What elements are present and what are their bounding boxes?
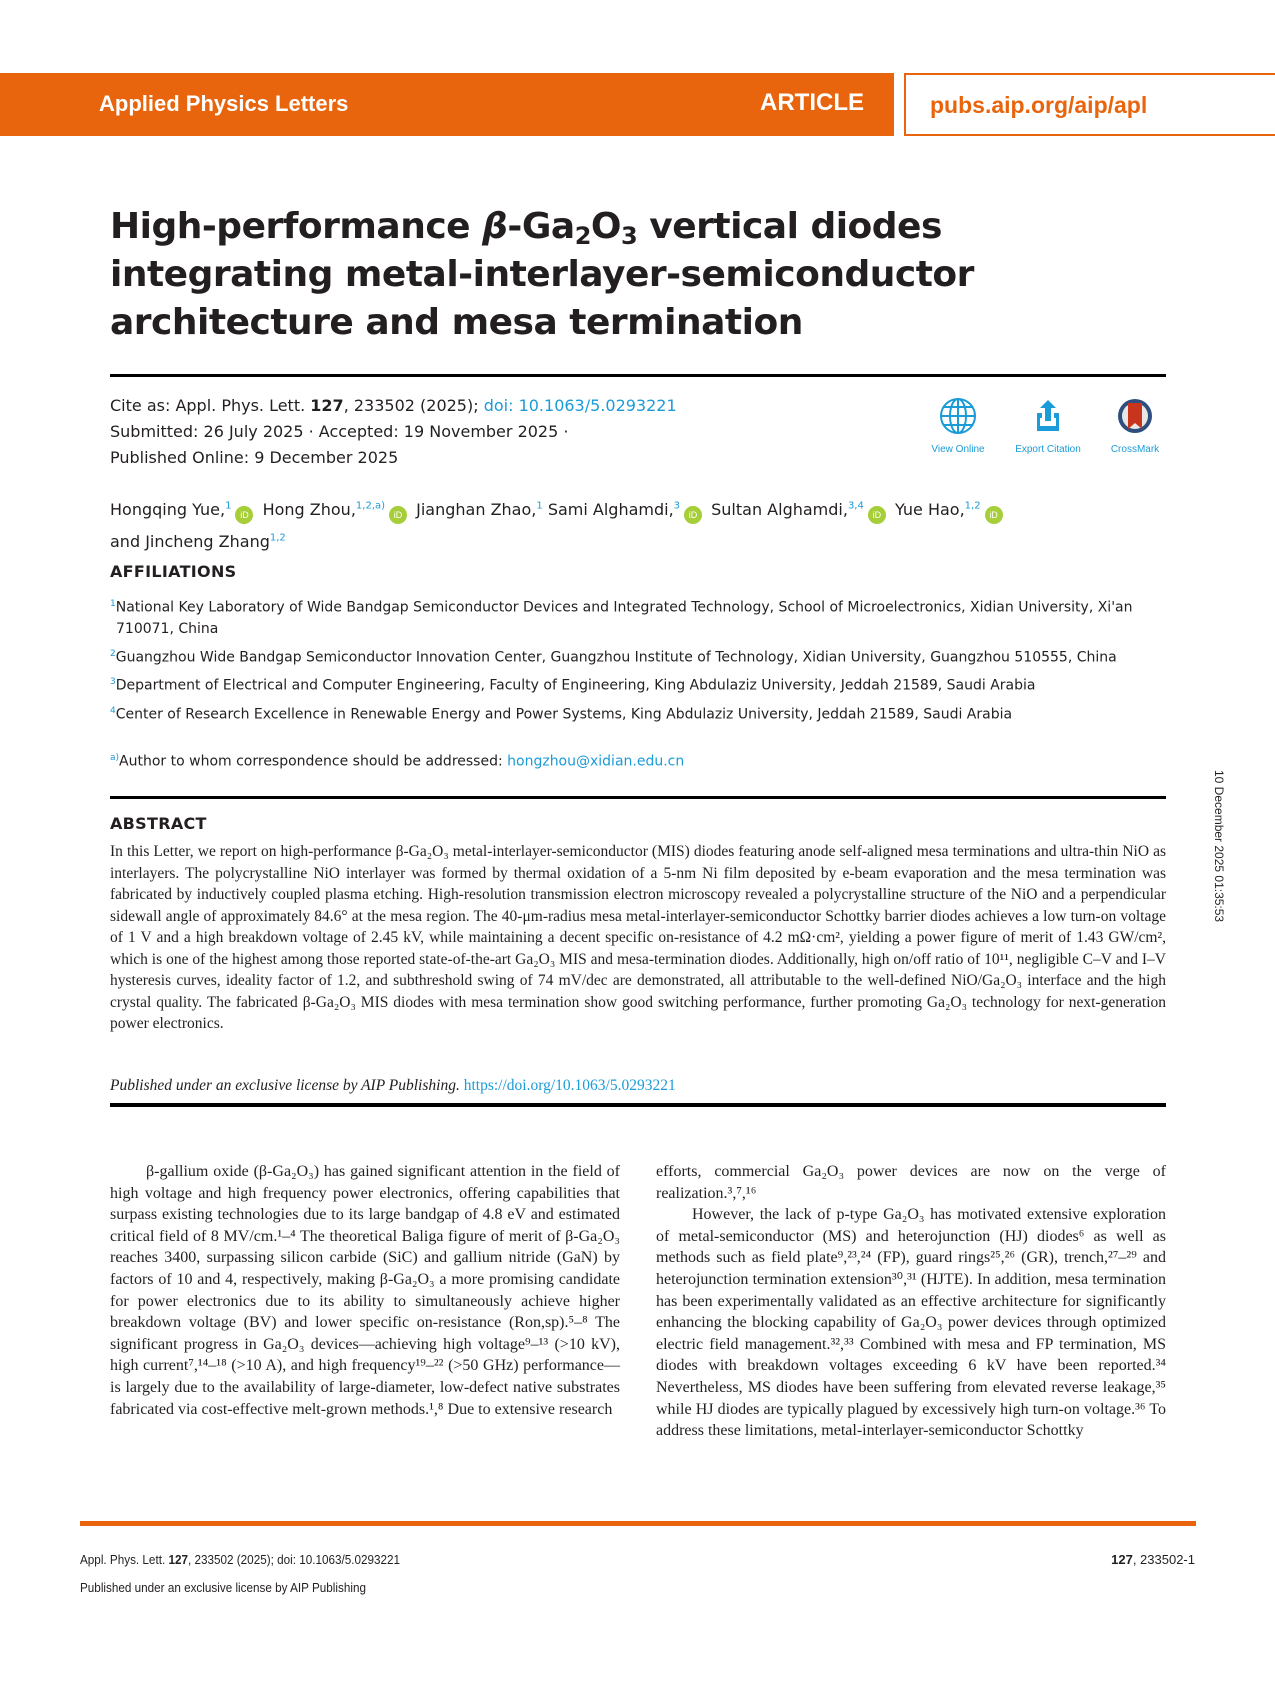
body-column-left [110,1161,620,1420]
author[interactable]: Sultan Alghamdi,$^{3,4}$ [711,500,864,520]
author[interactable]: Jianghan Zhao,$^1$ [416,500,543,520]
affiliations-heading: AFFILIATIONS [110,562,237,581]
divider [110,796,1166,799]
citation-block: Cite as: Appl. Phys. Lett. 127, 233502 (2025); doi: 10.1063/5.0293221 Submitted: 26 July 2025 · Accepted: 19 November 2025 · Published Online: 9 December 2025 [110,393,677,471]
doi-link[interactable]: doi: 10.1063/5.0293221 [483,396,677,415]
affiliation-item: $^2$Guangzhou Wide Bandgap Semiconductor Innovation Center, Guangzhou Institute of Technology, Xidian University, Guangzhou 510555, China [110,648,1117,666]
footer-rule [80,1521,1196,1526]
body-paragraph: efforts, commercial Ga₂O₃ power devices are now on the verge of realization.³,⁷,¹⁶ [656,1163,1166,1202]
body-column-right [656,1161,1166,1442]
orcid-icon[interactable]: iD [684,506,702,524]
divider [110,1103,1166,1107]
author[interactable]: Hongqing Yue,$^1$ [110,500,232,520]
export-icon [1029,397,1067,435]
footer-license: Published under an exclusive license by AIP Publishing [80,1580,366,1595]
abstract-heading: ABSTRACT [110,814,207,833]
divider [110,374,1166,377]
affiliations-list [110,594,1190,730]
page-number: 127, 233502-1 [1111,1552,1195,1567]
footer-citation: Appl. Phys. Lett. 127, 233502 (2025); doi: 10.1063/5.0293221 [80,1552,401,1567]
submission-dates: Submitted: 26 July 2025 · Accepted: 19 November 2025 · [110,422,569,441]
author[interactable]: Hong Zhou,$^{1,2,a)}$ [262,500,386,520]
body-paragraph: However, the lack of p-type Ga₂O₃ has motivated extensive exploration of metal-semiconductor (MS) and heterojunction (HJ) diodes⁶ as well as methods such as field plate⁹,²³,²⁴ (FP), guard rings²⁵,²⁶ (GR), trench,²⁷–²⁹ and heterojunction termination extension³⁰,³¹ (HJTE). In addition, mesa termination has been experimentally validated as an effective architecture for significantly enhancing the blocking capability of Ga₂O₃ power devices through optimized electric field management.³²,³³ Combined with mesa and FP termination, MS diodes with breakdown voltages exceeding 6 kV have been reported.³⁴ Nevertheless, MS diodes have been suffering from elevated reverse leakage,³⁵ while HJ diodes are typically plagued by excessively high turn-on voltage.³⁶ To address these limitations, metal-interlayer-semiconductor Schottky [656,1206,1166,1440]
journal-url-box[interactable] [904,73,1275,136]
crossmark-icon [1116,397,1154,435]
doi-url-link[interactable]: https://doi.org/10.1063/5.0293221 [463,1077,676,1094]
journal-url-link[interactable]: pubs.aip.org/aip/apl [930,92,1148,118]
license-line: Published under an exclusive license by AIP Publishing. https://doi.org/10.1063/5.0293221 [110,1077,676,1094]
crossmark-button[interactable]: CrossMark [1085,397,1185,455]
journal-header-bar [0,73,894,136]
view-online-button[interactable]: View Online [908,397,1008,455]
orcid-icon[interactable]: iD [868,506,886,524]
body-paragraph: β-gallium oxide (β-Ga₂O₃) has gained significant attention in the field of high voltage and high frequency power electronics, offering capabilities that surpass existing technologies due to its large bandgap of 4.8 eV and estimated critical field of 8 MV/cm.¹–⁴ The theoretical Baliga figure of merit of β-Ga₂O₃ reaches 3400, surpassing silicon carbide (SiC) and gallium nitride (GaN) by factors of 10 and 4, respectively, making β-Ga₂O₃ a more promising candidate for power electronics due to its ability to simultaneously achieve higher breakdown voltage (BV) and lower specific on-resistance (Ron,sp).⁵–⁸ The significant progress in Ga₂O₃ devices—achieving high voltage⁹–¹³ (>10 kV), high current⁷,¹⁴–¹⁸ (>10 A), and high frequency¹⁹–²² (>50 GHz) performance—is largely due to the availability of large-diameter, low-defect native substrates fabricated via cost-effective melt-grown methods.¹,⁸ Due to extensive research [110,1163,620,1418]
author[interactable]: and Jincheng Zhang$^{1,2}$ [110,531,286,551]
author-list [110,493,1190,556]
affiliation-item: $^3$Department of Electrical and Computer Engineering, Faculty of Engineering, King Abdulaziz University, Jeddah 21589, Saudi Arabia [110,677,1036,694]
email-link[interactable]: hongzhou@xidian.edu.cn [507,753,685,770]
download-timestamp: 10 December 2025 01:35:53 [1212,770,1226,923]
affiliation-item: $^1$National Key Laboratory of Wide Bandgap Semiconductor Devices and Integrated Technology, School of Microelectronics, Xidian University, Xi'an 710071, China [110,599,1133,637]
author[interactable]: Sami Alghamdi,$^3$ [547,500,681,520]
orcid-icon[interactable]: iD [985,506,1003,524]
orcid-icon[interactable]: iD [235,506,253,524]
article-type-label: ARTICLE [760,89,864,116]
orcid-icon[interactable]: iD [389,506,407,524]
published-date: Published Online: 9 December 2025 [110,448,399,467]
correspondence-note: $^{a)}$Author to whom correspondence should be addressed: hongzhou@xidian.edu.cn [110,753,685,770]
paper-title: High-performance $\beta-Ga_2O_3$ vertical diodes integrating metal-interlayer-semiconductor architecture and mesa termination [110,206,974,343]
globe-icon [939,397,977,435]
journal-name: Applied Physics Letters [99,91,349,116]
affiliation-item: $^4$Center of Research Excellence in Renewable Energy and Power Systems, King Abdulaziz University, Jeddah 21589, Saudi Arabia [110,705,1013,723]
author[interactable]: Yue Hao,$^{1,2}$ [894,500,981,520]
abstract-text: In this Letter, we report on high-performance β-Ga₂O₃ metal-interlayer-semiconductor (MIS) diodes featuring anode self-aligned mesa terminations and ultra-thin NiO as interlayers. The polycrystalline NiO interlayer was formed by thermal oxidation of a 5-nm Ni film deposited by e-beam evaporation and the mesa termination was fabricated by inductively coupled plasma etching. High-resolution transmission electron microscopy revealed a polycrystalline structure of the NiO and a perpendicular sidewall angle of approximately 84.6° at the mesa region. The 40-μm-radius mesa metal-interlayer-semiconductor Schottky barrier diodes achieves a low turn-on voltage of 1 V and a high breakdown voltage of 2.45 kV, while maintaining a decent specific on-resistance of 4.2 mΩ·cm², yielding a power figure of merit of 1.43 GW/cm², which is one of the highest among those reported state-of-the-art Ga₂O₃ MIS and mesa-termination diodes. Additionally, high on/off ratio of 10¹¹, negligible C–V and I–V hysteresis curves, ideality factor of 1.2, and subthreshold swing of 74 mV/dec are demonstrated, all attributable to the well-defined NiO/Ga₂O₃ interface and the high crystal quality. The fabricated β-Ga₂O₃ MIS diodes with mesa termination show good switching performance, further promoting Ga₂O₃ technology for next-generation power electronics. [110,843,1166,1032]
export-citation-button[interactable]: Export Citation [998,397,1098,455]
